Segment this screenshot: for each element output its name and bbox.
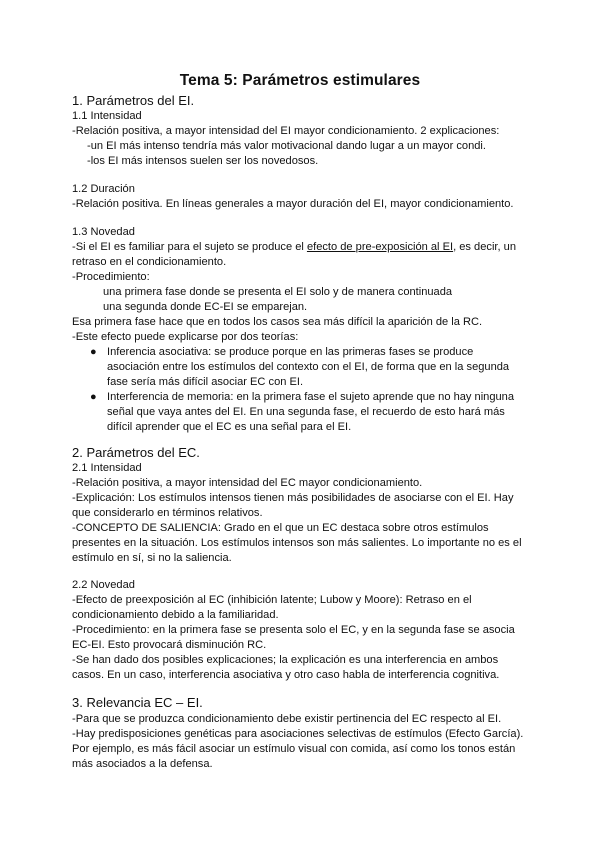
bullet-line: fase sería más difícil asociar EC con EI. xyxy=(107,376,304,388)
paragraph-line: casos. En un caso, interferencia asociativa y otro caso habla de interferencia cognitiva. xyxy=(72,669,500,681)
paragraph-line: -Relación positiva. En líneas generales a mayor duración del EI, mayor condicionamiento. xyxy=(72,198,514,210)
paragraph-line: -Procedimiento: en la primera fase se presenta solo el EC, y en la segunda fase se asocia xyxy=(72,624,515,636)
paragraph-line: -Efecto de preexposición al EC (inhibición latente; Lubow y Moore): Retraso en el xyxy=(72,594,472,606)
paragraph-line: condicionamiento debido a la familiaridad. xyxy=(72,609,279,621)
paragraph-line: una segunda donde EC-EI se emparejan. xyxy=(103,301,308,313)
bullet-line: Inferencia asociativa: se produce porque en las primeras fases se produce xyxy=(107,346,474,358)
paragraph-line: -CONCEPTO DE SALIENCIA: Grado en el que un EC destaca sobre otros estímulos xyxy=(72,522,489,534)
paragraph-line: retraso en el condicionamiento. xyxy=(72,256,227,268)
bullet-line: Interferencia de memoria: en la primera fase el sujeto aprende que no hay ninguna xyxy=(107,391,515,403)
section-3-heading: 3. Relevancia EC – EI. xyxy=(72,695,203,710)
text-run: , es decir, un xyxy=(453,241,516,253)
bullet-icon: ● xyxy=(90,346,97,358)
paragraph-line: -los EI más intensos suelen ser los novedosos. xyxy=(87,155,319,167)
paragraph-line: -Hay predisposiciones genéticas para asociaciones selectivas de estímulos (Efecto García). xyxy=(72,728,524,740)
section-1-heading: 1. Parámetros del EI. xyxy=(72,93,195,108)
paragraph-line: -Este efecto puede explicarse por dos teorías: xyxy=(72,331,299,343)
section-2-heading: 2. Parámetros del EC. xyxy=(72,445,200,460)
paragraph-line: más asociados a la defensa. xyxy=(72,758,213,770)
paragraph-line xyxy=(72,240,516,254)
bullet-line: difícil aprender que el EC es una señal para el EI. xyxy=(107,421,352,433)
paragraph-line: Por ejemplo, es más fácil asociar un estímulo visual con comida, así como los tonos están xyxy=(72,743,516,755)
bullet-line: señal que vaya antes del EI. En una segunda fase, el recuerdo de esto hará más xyxy=(107,406,505,418)
paragraph-line: Esa primera fase hace que en todos los casos sea más difícil la aparición de la RC. xyxy=(72,316,483,328)
subsection-1-1-title: 1.1 Intensidad xyxy=(72,110,142,122)
paragraph-line: -Procedimiento: xyxy=(72,271,150,283)
subsection-2-2-title: 2.2 Novedad xyxy=(72,579,135,591)
bullet-line: asociación entre los estímulos del contexto con el EI, de forma que en la segunda xyxy=(107,361,510,373)
paragraph-line: EC-EI. Esto provocará disminución RC. xyxy=(72,639,267,651)
paragraph-line: -Se han dado dos posibles explicaciones; la explicación es una interferencia en ambos xyxy=(72,654,499,666)
underlined-term: efecto de pre-exposición al EI xyxy=(306,241,454,253)
subsection-1-2-title: 1.2 Duración xyxy=(72,183,135,195)
paragraph-line: presentes en la situación. Los estímulos intensos son más salientes. Lo importante no es el xyxy=(72,537,522,549)
bullet-icon: ● xyxy=(90,391,97,403)
subsection-1-3-title: 1.3 Novedad xyxy=(72,226,135,238)
paragraph-line: estímulo en sí, si no la saliencia. xyxy=(72,552,232,564)
text-run: -Si el EI es familiar para el sujeto se produce el xyxy=(72,241,307,253)
document-title: Tema 5: Parámetros estimulares xyxy=(179,72,421,89)
paragraph-line: -Explicación: Los estímulos intensos tienen más posibilidades de asociarse con el EI. Hay xyxy=(72,492,514,504)
paragraph-line: -Para que se produzca condicionamiento debe existir pertinencia del EC respecto al EI. xyxy=(72,713,502,725)
paragraph-line: que considerarlo en términos relativos. xyxy=(72,507,263,519)
subsection-2-1-title: 2.1 Intensidad xyxy=(72,462,142,474)
paragraph-line: -Relación positiva, a mayor intensidad del EC mayor condicionamiento. xyxy=(72,477,423,489)
paragraph-line: -un EI más intenso tendría más valor motivacional dando lugar a un mayor condi. xyxy=(87,140,486,152)
paragraph-line: una primera fase donde se presenta el EI solo y de manera continuada xyxy=(103,286,453,298)
paragraph-line: -Relación positiva, a mayor intensidad del EI mayor condicionamiento. 2 explicaciones: xyxy=(72,125,500,137)
